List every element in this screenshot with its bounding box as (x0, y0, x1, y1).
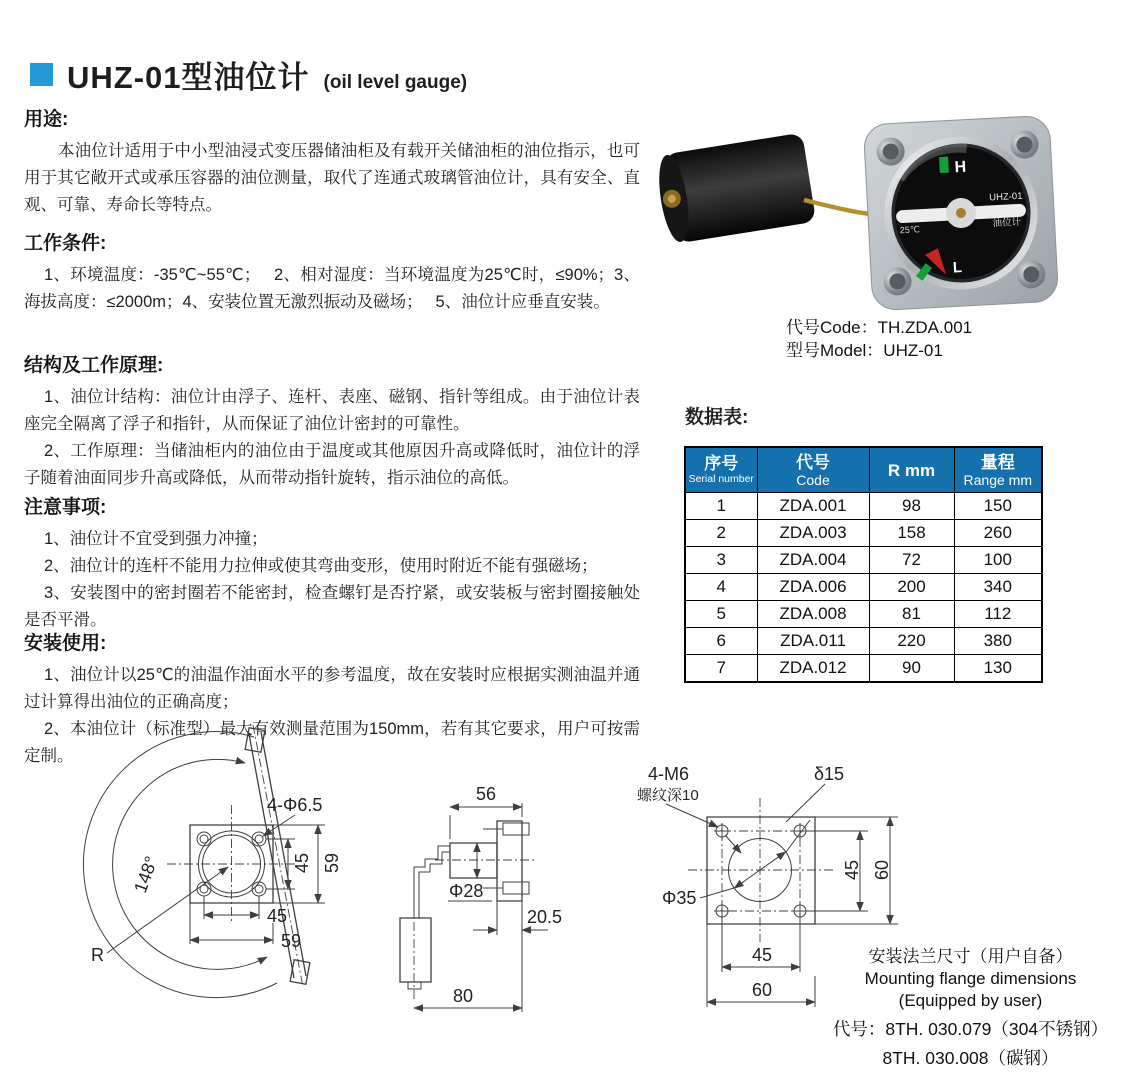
page-title-en: (oil level gauge) (323, 72, 468, 93)
flange-note (788, 946, 1148, 1070)
section-conditions-body: 1、环境温度：-35℃~55℃； 2、相对湿度：当环境温度为25℃时，≤90%；3、海拔高度：≤2000m；4、安装位置无激烈振动及磁场； 5、油位计应垂直安装。 (24, 266, 640, 311)
section-structure (24, 350, 640, 492)
table-row: 5 ZDA.008 81 112 (685, 601, 1042, 628)
flange-delta-label: δ15 (814, 764, 845, 784)
gauge-body (863, 115, 1058, 310)
page-header (30, 52, 467, 97)
structure-item: 2、工作原理：当储油柜内的油位由于温度或其他原因升高或降低时，油位计的浮子随着油面同步升高或降低，从而带动指针旋转，指示油位的高低。 (24, 442, 640, 487)
side-dim-80: 80 (453, 986, 474, 1006)
dial-name-label: 油位计 (992, 216, 1022, 230)
dial-high-mark (939, 157, 949, 173)
section-conditions-heading: 工作条件: (24, 233, 107, 254)
table-row: 4 ZDA.006 200 340 (685, 574, 1042, 601)
table-row: 2 ZDA.003 158 260 (685, 520, 1042, 547)
flange-note-en2: (Equipped by user) (898, 991, 1043, 1010)
notes-item: 1、油位计不宜受到强力冲撞； (44, 530, 268, 548)
flange-phi35-label: Φ35 (662, 888, 697, 908)
section-purpose-heading: 用途: (24, 109, 69, 130)
flange-m6-label: 4-M6 (648, 764, 690, 784)
front-dim-45h: 45 (267, 906, 288, 926)
install-item: 2、本油位计（标准型）最大有效测量范围为150mm，若有其它要求，用户可按需定制。 (24, 720, 640, 765)
col-r: R mm (869, 447, 954, 493)
flange-depth-label: 螺纹深10 (637, 787, 699, 804)
product-model-line: 型号Model：UHZ-01 (786, 341, 943, 360)
front-angle-label: 148° (130, 853, 162, 896)
dial-temp-label: 25℃ (899, 224, 921, 236)
col-range: 量程 Range mm (954, 447, 1042, 493)
col-code: 代号 Code (757, 447, 869, 493)
side-dim-205: 20.5 (527, 907, 563, 927)
float-cylinder (654, 133, 816, 245)
product-photo (640, 106, 1064, 326)
flange-note-en1: Mounting flange dimensions (864, 969, 1077, 988)
section-conditions (24, 228, 640, 316)
title-bullet-icon (30, 63, 53, 86)
front-dim-59h: 59 (281, 931, 302, 951)
flange-dim-60h: 60 (752, 980, 773, 1000)
flange-note-zh: 安装法兰尺寸（用户自备） (868, 947, 1073, 966)
flange-dim-60v: 60 (872, 859, 892, 880)
data-table-heading: 数据表: (685, 407, 749, 428)
install-item: 1、油位计以25℃的油温作油面水平的参考温度，故在安装时应根据实测油温并通过计算得出油位的正确高度； (24, 666, 640, 711)
front-r-label: R (91, 945, 104, 965)
col-serial: 序号 Serial number (685, 447, 757, 493)
side-dim-phi28: Φ28 (449, 881, 484, 901)
side-dim-56: 56 (476, 784, 497, 804)
table-row: 6 ZDA.011 220 380 (685, 628, 1042, 655)
dial-high-label: H (954, 158, 967, 177)
notes-item: 3、安装图中的密封圈若不能密封，检查螺钉是否拧紧，或安装板与密封圈接触处是否平滑。 (24, 584, 640, 629)
front-dim-45v: 45 (292, 852, 312, 873)
side-view-drawing (393, 743, 643, 1033)
dial-low-label: L (952, 259, 963, 277)
table-row: 7 ZDA.012 90 130 (685, 655, 1042, 683)
flange-dim-45h: 45 (752, 945, 773, 965)
flange-note-code2: 8TH. 030.008（碳钢） (882, 1048, 1059, 1068)
table-header-row (685, 447, 1042, 493)
dial-model-label: UHZ-01 (988, 190, 1023, 204)
notes-item: 2、油位计的连杆不能用力拉伸或使其弯曲变形，使用时附近不能有强磁场； (44, 557, 598, 575)
product-codes (786, 316, 972, 362)
product-code-line: 代号Code：TH.ZDA.001 (786, 318, 973, 337)
data-table (684, 446, 1043, 683)
flange-dim-45v: 45 (842, 859, 862, 880)
section-install-heading: 安装使用: (24, 633, 107, 654)
page-title: UHZ-01型油位计 (67, 60, 310, 95)
section-notes (24, 492, 640, 634)
flange-note-code1: 代号：8TH. 030.079（304不锈钢） (832, 1019, 1109, 1039)
front-view-drawing (55, 725, 395, 1025)
table-row: 3 ZDA.004 72 100 (685, 547, 1042, 574)
front-dim-59v: 59 (322, 852, 342, 873)
section-notes-heading: 注意事项: (24, 497, 107, 518)
front-hole-label: 4-Φ6.5 (267, 795, 323, 815)
section-structure-heading: 结构及工作原理: (24, 355, 164, 376)
table-row: 1 ZDA.001 98 150 (685, 493, 1042, 520)
structure-item: 1、油位计结构：油位计由浮子、连杆、表座、磁钢、指针等组成。由于油位计表座完全隔离了浮子和指针，从而保证了油位计密封的可靠性。 (24, 388, 640, 433)
section-purpose (24, 104, 640, 219)
section-purpose-body: 本油位计适用于中小型油浸式变压器储油柜及有载开关储油柜的油位指示，也可用于其它敞开式或承压容器的油位测量，取代了连通式玻璃管油位计，具有安全、直观、可靠、寿命长等特点。 (24, 142, 640, 214)
